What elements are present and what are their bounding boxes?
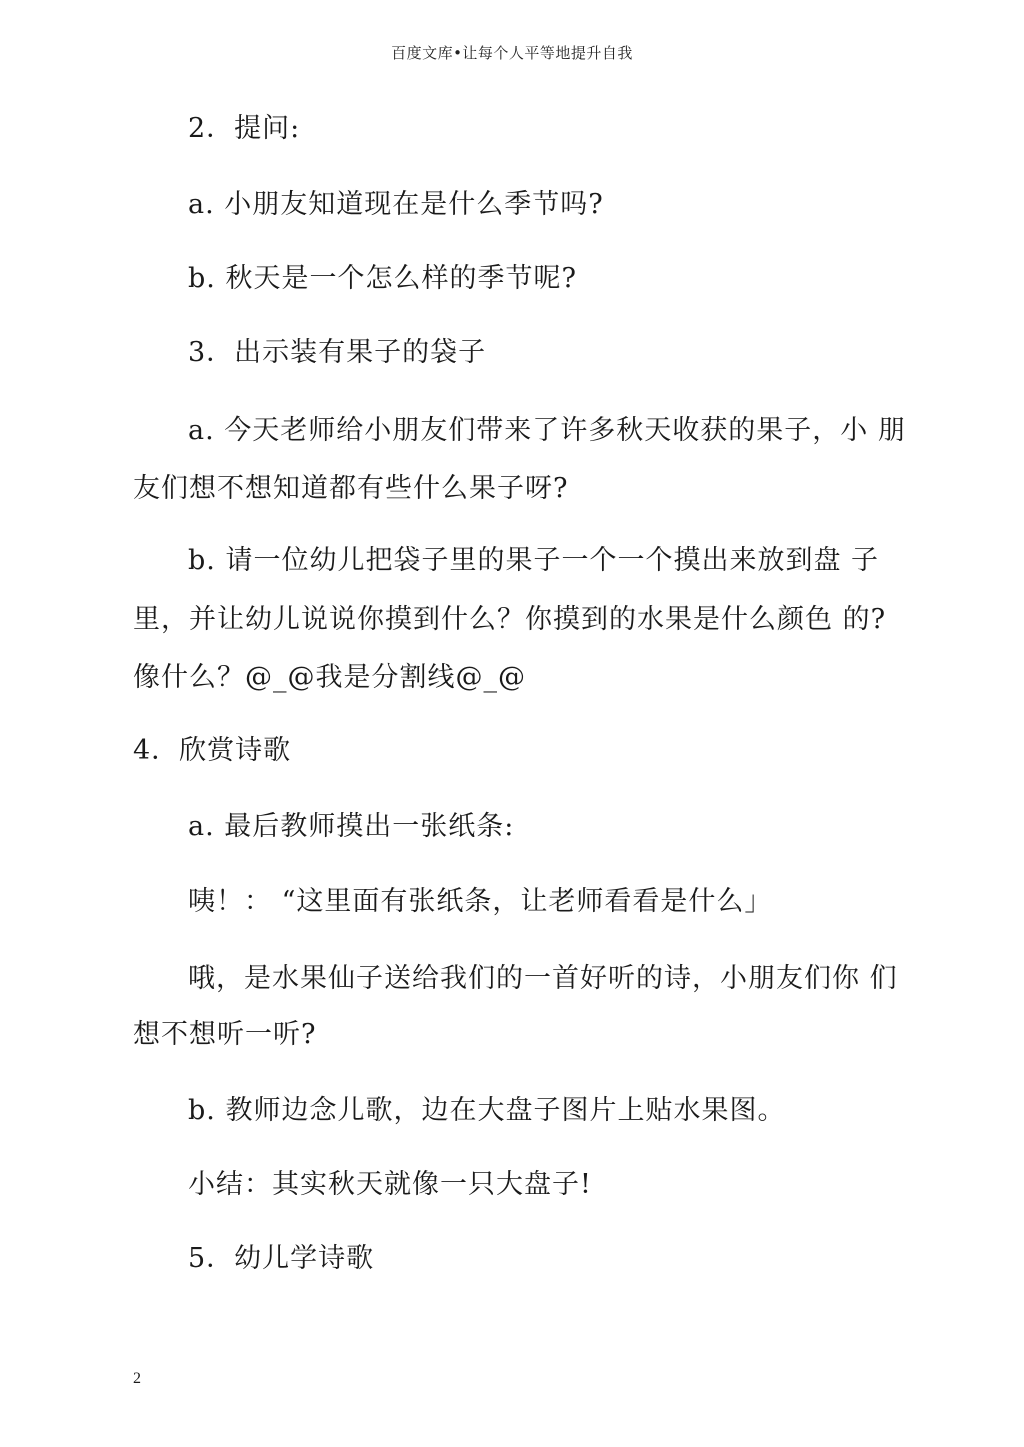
text-line: 友们想不想知道都有些什么果子呀?: [133, 473, 569, 504]
page-header: 百度文库•让每个人平等地提升自我: [391, 44, 633, 62]
page-number: 2: [133, 1370, 141, 1387]
text-line: 4．欣赏诗歌: [133, 735, 292, 766]
text-line: 像什么？@_@我是分割线@_@: [133, 662, 526, 693]
text-line: 里，并让幼儿说说你摸到什么？你摸到的水果是什么颜色 的?: [133, 604, 887, 635]
text-line: a. 小朋友知道现在是什么季节吗?: [188, 189, 604, 220]
text-line: b. 请一位幼儿把袋子里的果子一个一个摸出来放到盘 子: [188, 545, 880, 576]
text-line: a. 最后教师摸出一张纸条:: [188, 811, 515, 842]
text-line: 想不想听一听?: [133, 1019, 317, 1050]
text-line: b. 教师边念儿歌，边在大盘子图片上贴水果图。: [188, 1095, 786, 1126]
text-line: 3．出示装有果子的袋子: [188, 337, 487, 368]
text-line: a. 今天老师给小朋友们带来了许多秋天收获的果子，小 朋: [188, 415, 906, 446]
text-line: 5．幼儿学诗歌: [188, 1243, 375, 1274]
text-line: 2．提问:: [188, 113, 301, 144]
text-line: 小结：其实秋天就像一只大盘子!: [188, 1169, 592, 1200]
text-line: 哦，是水果仙子送给我们的一首好听的诗，小朋友们你 们: [188, 963, 898, 994]
text-line: 咦！： “这里面有张纸条，让老师看看是什么」: [188, 886, 773, 917]
text-line: b. 秋天是一个怎么样的季节呢?: [188, 263, 577, 294]
